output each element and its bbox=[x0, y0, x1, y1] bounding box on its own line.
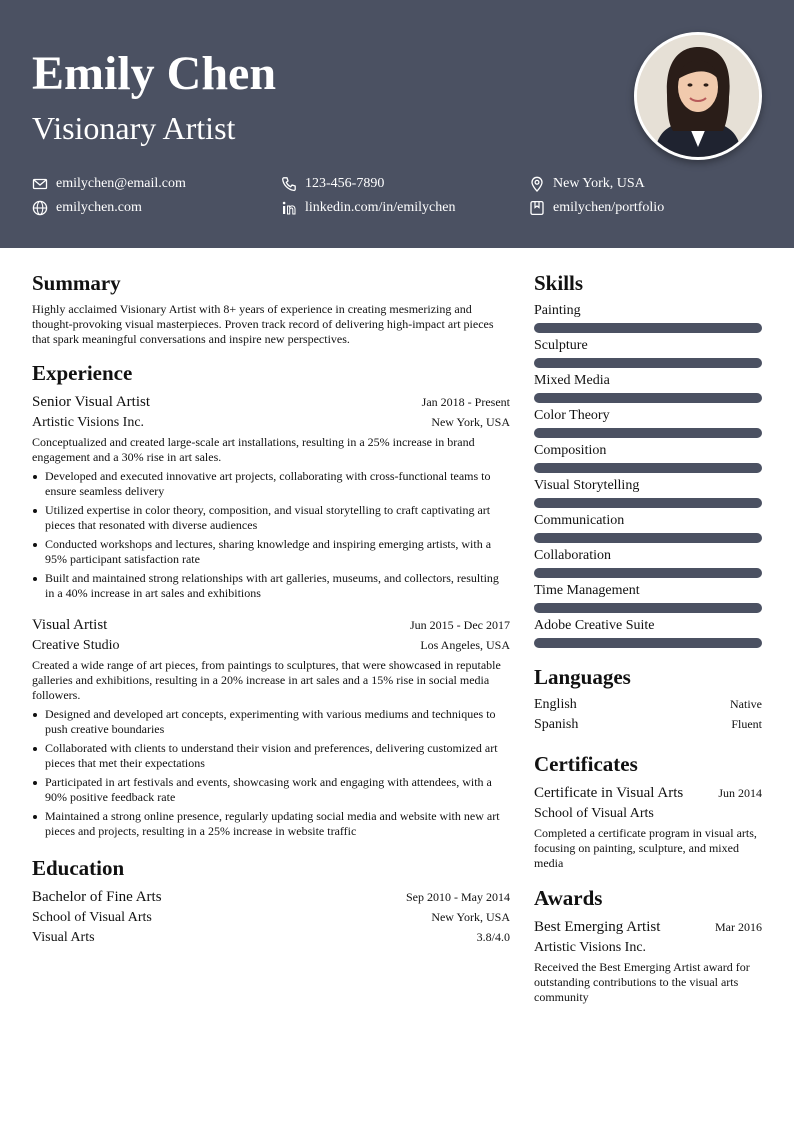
certificate-entry bbox=[534, 783, 762, 871]
contact-location: New York, USA bbox=[529, 175, 645, 193]
language-name: English bbox=[534, 697, 577, 712]
skill-name: Communication bbox=[534, 513, 625, 528]
skill-level-fill bbox=[534, 568, 762, 578]
location-pin-icon bbox=[529, 176, 545, 192]
skill-level-fill bbox=[534, 323, 762, 333]
certificate-description: Completed a certificate program in visual arts, focusing on painting, sculpture, and mixed media bbox=[534, 826, 757, 870]
contact-email[interactable]: emilychen@email.com bbox=[32, 175, 186, 193]
job-location: New York, USA bbox=[431, 415, 510, 429]
job-company: Creative Studio bbox=[32, 638, 120, 653]
skill-level-bar bbox=[534, 463, 762, 473]
summary-heading: Summary bbox=[32, 271, 121, 295]
job-bullets bbox=[32, 707, 510, 839]
certificate-name: Certificate in Visual Arts bbox=[534, 785, 684, 801]
skill-level-fill bbox=[534, 638, 762, 648]
mail-icon bbox=[32, 176, 48, 192]
contact-portfolio[interactable]: emilychen/portfolio bbox=[529, 199, 664, 217]
award-description: Received the Best Emerging Artist award for outstanding contributions to the visual arts community bbox=[534, 960, 750, 1004]
main-column bbox=[32, 268, 510, 948]
job-description: Conceptualized and created large-scale art installations, resulting in a 25% increase in brand engagement and a 30% rise in art sales. bbox=[32, 435, 475, 464]
skill-level-bar bbox=[534, 428, 762, 438]
job-description: Created a wide range of art pieces, from paintings to sculptures, that were showcased in reputable galleries and exhibitions, resulting in a 20% increase in art sales and a 15% rise in social media followers. bbox=[32, 658, 501, 702]
skill-level-bar bbox=[534, 323, 762, 333]
skill-level-fill bbox=[534, 533, 762, 543]
skill-name: Painting bbox=[534, 303, 581, 318]
education-heading: Education bbox=[32, 856, 125, 880]
award-issuer: Artistic Visions Inc. bbox=[534, 940, 647, 955]
job-entry bbox=[32, 392, 510, 601]
job-dates: Jan 2018 - Present bbox=[421, 395, 510, 409]
gpa: 3.8/4.0 bbox=[476, 930, 510, 944]
language-item bbox=[534, 695, 762, 715]
bullet-item: Utilized expertise in color theory, composition, and visual storytelling to craft captivating art pieces that resonated with diverse audiences bbox=[32, 503, 510, 533]
job-title: Senior Visual Artist bbox=[32, 394, 150, 410]
contact-phone[interactable]: 123-456-7890 bbox=[281, 175, 384, 193]
education-dates: Sep 2010 - May 2014 bbox=[406, 890, 510, 904]
job-location: Los Angeles, USA bbox=[420, 638, 510, 652]
skill-level-bar bbox=[534, 638, 762, 648]
skills-list bbox=[534, 302, 762, 648]
award-entry bbox=[534, 917, 762, 1005]
language-level: Native bbox=[730, 697, 762, 711]
skill-name: Color Theory bbox=[534, 408, 610, 423]
bullet-item: Conducted workshops and lectures, sharing knowledge and inspiring emerging artists, with a 95% participant satisfaction rate bbox=[32, 537, 510, 567]
bullet-item: Developed and executed innovative art projects, collaborating with cross-functional teams to ensure seamless delivery bbox=[32, 469, 510, 499]
skill-level-fill bbox=[534, 428, 762, 438]
skills-heading: Skills bbox=[534, 271, 584, 295]
candidate-title: Visionary Artist bbox=[32, 110, 236, 146]
skill-level-fill bbox=[534, 393, 762, 403]
sidebar-column bbox=[534, 268, 762, 1005]
experience-heading: Experience bbox=[32, 361, 133, 385]
skill-level-bar bbox=[534, 358, 762, 368]
linkedin-icon bbox=[281, 200, 297, 216]
skill-level-bar bbox=[534, 498, 762, 508]
degree-name: Bachelor of Fine Arts bbox=[32, 889, 162, 905]
profile-photo bbox=[634, 32, 762, 160]
skill-name: Mixed Media bbox=[534, 373, 610, 388]
skill-level-bar bbox=[534, 393, 762, 403]
skill-level-bar bbox=[534, 568, 762, 578]
skill-name: Adobe Creative Suite bbox=[534, 618, 655, 633]
education-entry bbox=[32, 887, 510, 948]
resume-header bbox=[0, 0, 794, 248]
contact-website[interactable]: emilychen.com bbox=[32, 199, 142, 217]
skill-name: Time Management bbox=[534, 583, 640, 598]
contact-linkedin[interactable]: linkedin.com/in/emilychen bbox=[281, 199, 455, 217]
skill-level-fill bbox=[534, 603, 762, 613]
job-entry bbox=[32, 615, 510, 839]
bullet-item: Built and maintained strong relationships with art galleries, museums, and collectors, resulting in a 40% increase in art sales and exhibitions bbox=[32, 571, 510, 601]
certificate-date: Jun 2014 bbox=[718, 786, 762, 800]
bullet-item: Participated in art festivals and events, showcasing work and engaging with attendees, with a 90% positive feedback rate bbox=[32, 775, 510, 805]
school-name: School of Visual Arts bbox=[32, 910, 152, 925]
globe-icon bbox=[32, 200, 48, 216]
bullet-item: Designed and developed art concepts, experimenting with various mediums and techniques to push creative boundaries bbox=[32, 707, 510, 737]
language-level: Fluent bbox=[731, 717, 762, 731]
job-dates: Jun 2015 - Dec 2017 bbox=[410, 618, 510, 632]
skill-level-fill bbox=[534, 463, 762, 473]
certificates-heading: Certificates bbox=[534, 752, 638, 776]
languages-heading: Languages bbox=[534, 665, 631, 689]
skill-name: Sculpture bbox=[534, 338, 588, 353]
candidate-name: Emily Chen bbox=[32, 47, 277, 100]
bullet-item: Maintained a strong online presence, regularly updating social media and website with new art pieces and projects, resulting in a 25% increase in website traffic bbox=[32, 809, 510, 839]
skill-name: Composition bbox=[534, 443, 607, 458]
award-date: Mar 2016 bbox=[715, 920, 762, 934]
skill-name: Collaboration bbox=[534, 548, 611, 563]
skill-level-fill bbox=[534, 498, 762, 508]
school-location: New York, USA bbox=[431, 910, 510, 924]
skill-level-fill bbox=[534, 358, 762, 368]
skill-level-bar bbox=[534, 603, 762, 613]
language-name: Spanish bbox=[534, 717, 579, 732]
summary-text: Highly acclaimed Visionary Artist with 8+ years of experience in creating mesmerizing and thought-provoking visual masterpieces. Proven track record of delivering high-impact art pieces that spark meaningful conversations and inspire new perspectives. bbox=[32, 302, 494, 346]
job-company: Artistic Visions Inc. bbox=[32, 415, 145, 430]
field-of-study: Visual Arts bbox=[32, 930, 95, 945]
language-item bbox=[534, 715, 762, 735]
skill-name: Visual Storytelling bbox=[534, 478, 640, 493]
portfolio-bookmark-icon bbox=[529, 200, 545, 216]
bullet-item: Collaborated with clients to understand their vision and preferences, delivering customized art pieces that met their expectations bbox=[32, 741, 510, 771]
phone-icon bbox=[281, 176, 297, 192]
languages-list bbox=[534, 695, 762, 735]
job-bullets bbox=[32, 469, 510, 601]
certificate-issuer: School of Visual Arts bbox=[534, 806, 654, 821]
job-title: Visual Artist bbox=[32, 617, 108, 633]
skill-level-bar bbox=[534, 533, 762, 543]
awards-heading: Awards bbox=[534, 886, 603, 910]
award-name: Best Emerging Artist bbox=[534, 919, 661, 935]
